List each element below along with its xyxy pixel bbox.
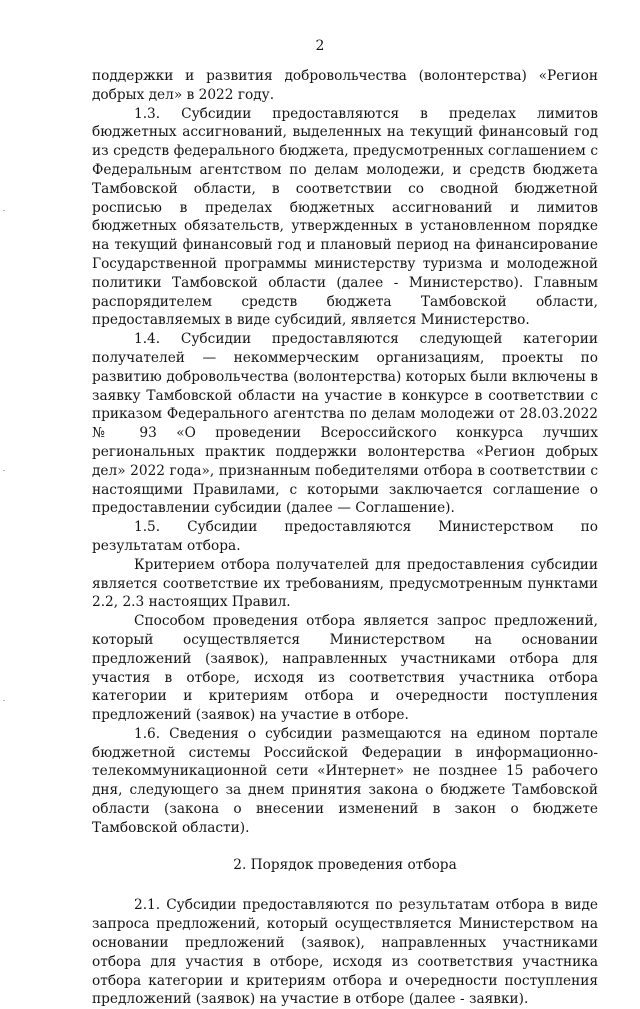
- paragraph-1-4: 1.4. Субсидии предоставляются следующей категории получателей — некоммерческим организациям, проекты по развитию добровольчества (волонтерства) которых были включены в заявку Тамбовской области на участие в конкурсе в соответствии с приказом Федерального агентства по делам молодежи от 28.03.2022 № 93 «О проведении Всероссийского конкурса лучших региональных практик поддержки волонтерства «Регион добрых дел» 2022 года», признанным победителями отбора в соответствии с настоящими Правилами, с которыми заключается соглашение о предоставлении субсидии (далее — Соглашение).: [92, 331, 598, 517]
- paragraph-1-5: 1.5. Субсидии предоставляются Министерством по результатам отбора.: [92, 519, 598, 554]
- paragraph-2-1: 2.1. Субсидии предоставляются по результатам отбора в виде запроса предложений, который осуществляется Министерством на основании предложений (заявок), направленных участниками отбора для участия в отборе, исходя из соответствия участника отбора категории и критериям отбора и очередности поступления предложений (заявок) на участие в отборе (далее - заявки).: [92, 897, 598, 1008]
- page-number: 2: [315, 38, 325, 54]
- scan-edge-mark: [3, 700, 5, 701]
- paragraph-1-6: 1.6. Сведения о субсидии размещаются на едином портале бюджетной системы Российской Федерации в информационно-телекоммуникационной сети «Интернет» не позднее 15 рабочего дня, следующего за днем принятия закона о бюджете Тамбовской области (закона о внесении изменений в закон о бюджете Тамбовской области).: [92, 725, 598, 836]
- section-heading: 2. Порядок проведения отбора: [233, 856, 457, 873]
- paragraph-1-3: 1.3. Субсидии предоставляются в пределах лимитов бюджетных ассигнований, выделенных на текущий финансовый год из средств федерального бюджета, предусмотренных соглашением с Федеральным агентством по делам молодежи, и средств бюджета Тамбовской области, в соответствии со сводной бюджетной росписью в пределах бюджетных ассигнований и лимитов бюджетных обязательств, утвержденных в установленном порядке на текущий финансовый год и плановый период на финансирование Государственной программы министерству туризма и молодежной политики Тамбовской области (далее - Министерство). Главным распорядителем средств бюджета Тамбовской области, предоставляемых в виде субсидий, является Министерство.: [92, 105, 598, 329]
- paragraph-continuation: поддержки и развития добровольчества (волонтерства) «Регион добрых дел» в 2022 году.: [92, 68, 598, 103]
- scan-edge-mark: [3, 470, 5, 471]
- paragraph-selection-criterion: Критерием отбора получателей для предоставления субсидии является соответствие их требованиям, предусмотренным пунктами 2.2, 2.3 настоящих Правил.: [92, 556, 598, 611]
- scan-edge-mark: [3, 210, 5, 211]
- paragraph-selection-method: Способом проведения отбора является запрос предложений, который осуществляется Министерством на основании предложений (заявок), направленных участниками отбора для участия в отборе, исходя из соответствия участника отбора категории и критериям отбора и очередности поступления предложений (заявок) на участие в отборе.: [92, 613, 598, 724]
- document-body: [92, 67, 598, 1009]
